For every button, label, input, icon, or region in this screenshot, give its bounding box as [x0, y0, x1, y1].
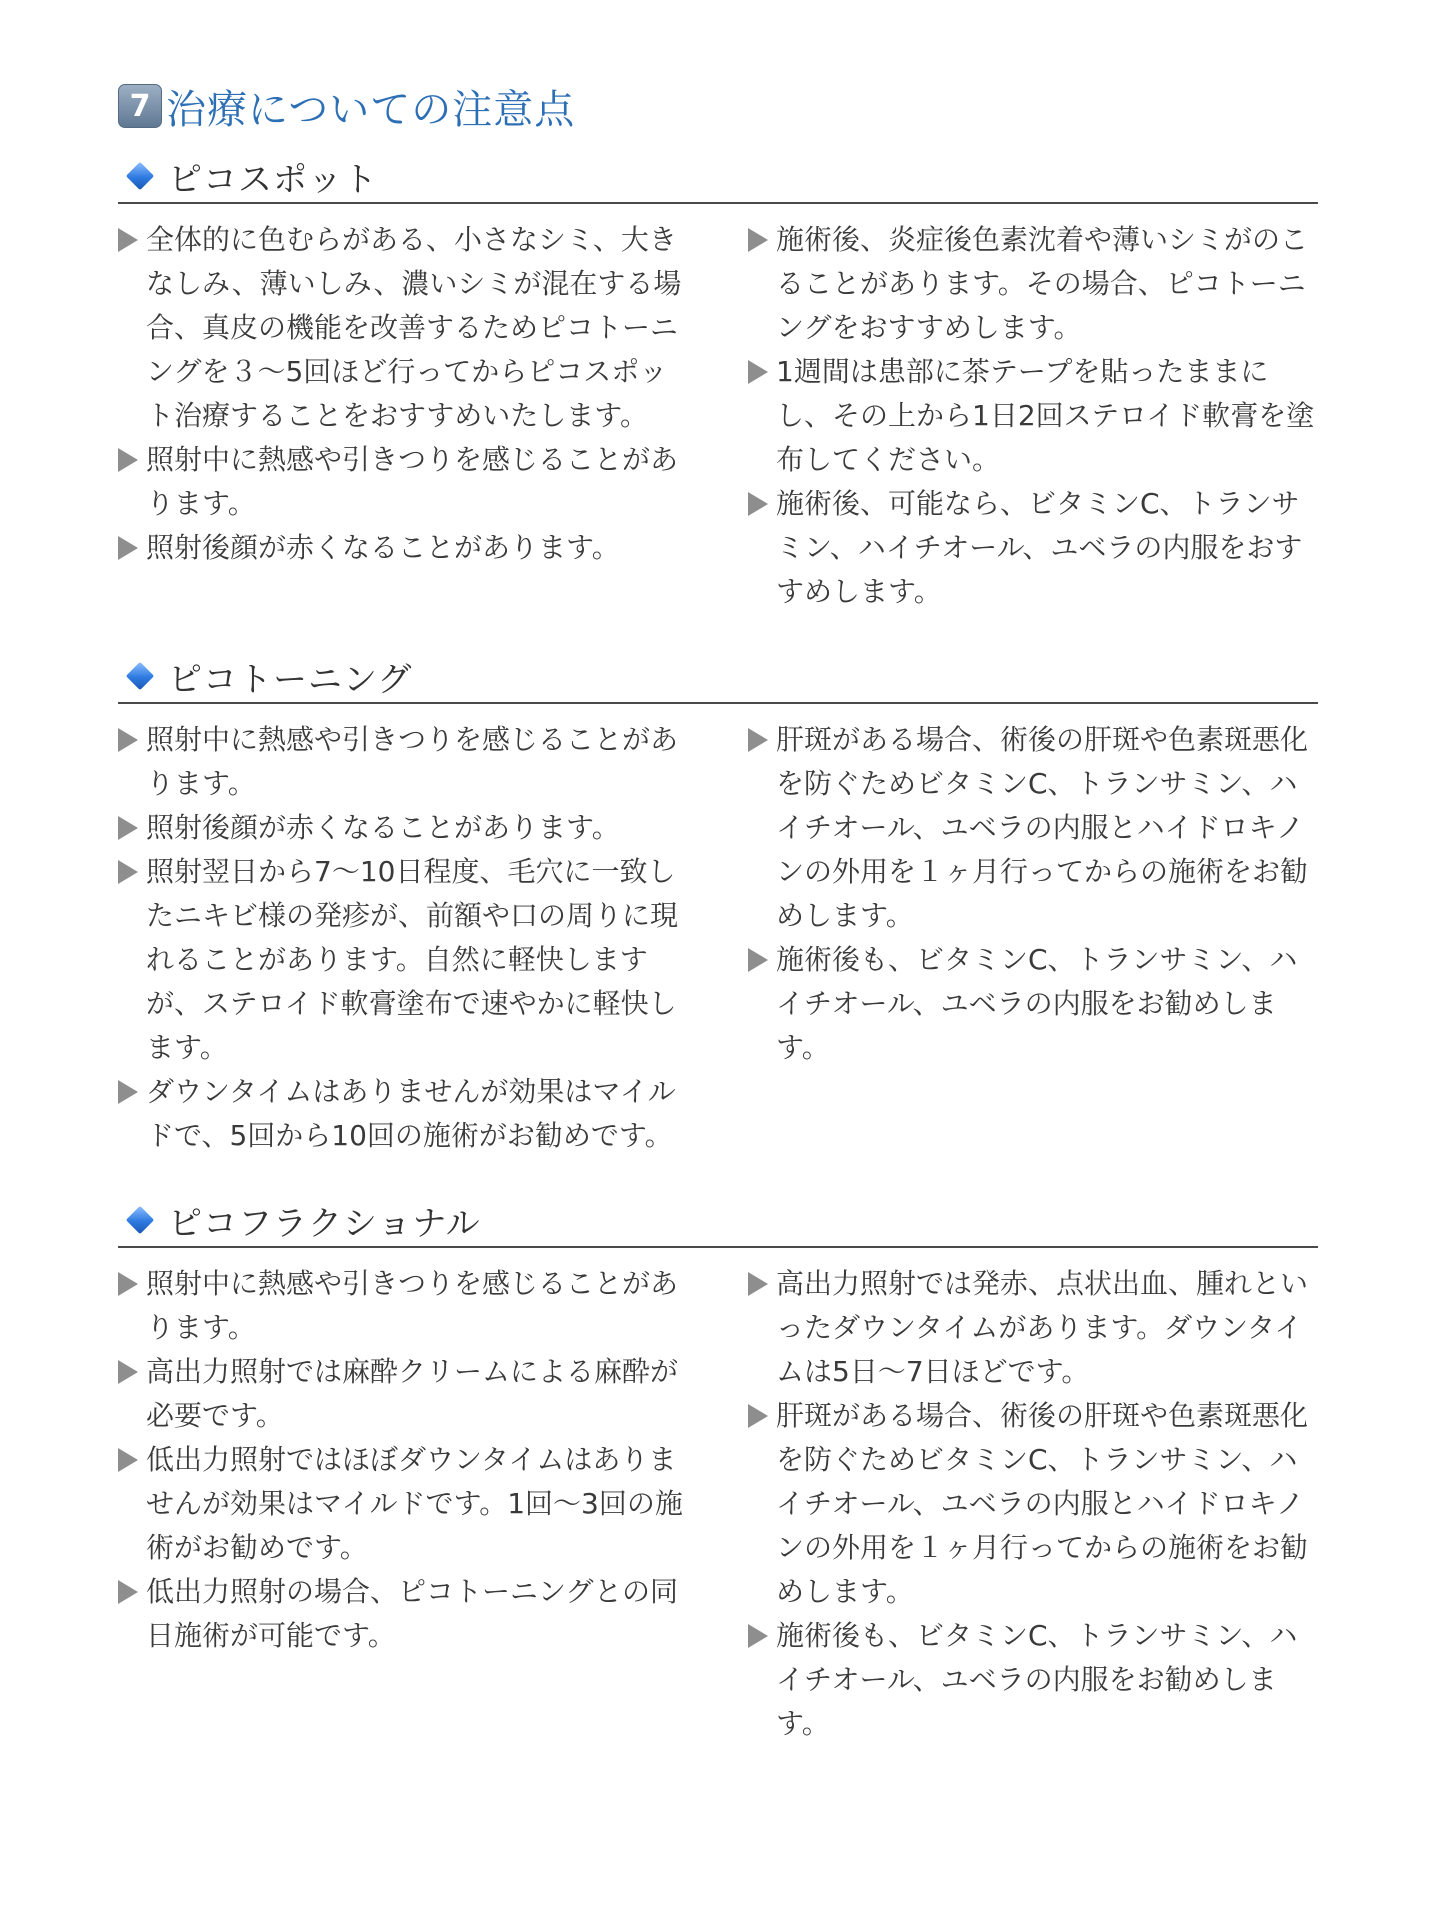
triangle-bullet-icon	[118, 526, 146, 570]
list-item	[118, 850, 688, 1070]
section-header	[118, 150, 1318, 204]
list-item-text: 照射後顔が赤くなることがあります。	[146, 531, 620, 564]
right-column	[748, 218, 1318, 614]
list-item	[748, 350, 1318, 482]
section-header	[118, 650, 1318, 704]
list-item	[118, 1262, 688, 1350]
triangle-bullet-icon	[748, 350, 776, 394]
list-item-text: 全体的に色むらがある、小さなシミ、大きなしみ、薄いしみ、濃いシミが混在する場合、真皮の機能を改善するためピコトーニングを３〜5回ほど行ってからピコスポット治療することをおすすめいたします。	[146, 223, 682, 432]
triangle-bullet-icon	[118, 1570, 146, 1614]
triangle-bullet-icon	[118, 1262, 146, 1306]
section-header	[118, 1194, 1318, 1248]
list-item	[118, 526, 688, 570]
triangle-bullet-icon	[118, 438, 146, 482]
triangle-bullet-icon	[748, 1394, 776, 1438]
list-item-text: 肝斑がある場合、術後の肝斑や色素斑悪化を防ぐためビタミンC、トランサミン、ハイチオール、ユベラの内服とハイドロキノンの外用を１ヶ月行ってからの施術をお勧めします。	[776, 1399, 1309, 1608]
triangle-bullet-icon	[748, 718, 776, 762]
list-item-text: 照射中に熱感や引きつりを感じることがあります。	[146, 723, 679, 800]
list-item-text: 照射中に熱感や引きつりを感じることがあります。	[146, 1267, 679, 1344]
triangle-bullet-icon	[118, 1438, 146, 1482]
section-columns	[118, 1262, 1318, 1746]
section-columns	[118, 718, 1318, 1158]
triangle-bullet-icon	[748, 218, 776, 262]
blue-diamond-icon	[126, 1206, 154, 1234]
list-item	[118, 438, 688, 526]
list-item	[118, 1350, 688, 1438]
list-item	[118, 718, 688, 806]
section-columns	[118, 218, 1318, 614]
triangle-bullet-icon	[748, 1614, 776, 1658]
number-badge: 7	[118, 84, 162, 128]
list-item-text: 施術後も、ビタミンC、トランサミン、ハイチオール、ユベラの内服をお勧めします。	[776, 943, 1298, 1064]
triangle-bullet-icon	[748, 482, 776, 526]
list-item-text: 肝斑がある場合、術後の肝斑や色素斑悪化を防ぐためビタミンC、トランサミン、ハイチオール、ユベラの内服とハイドロキノンの外用を１ヶ月行ってからの施術をお勧めします。	[776, 723, 1309, 932]
list-item-text: 低出力照射ではほぼダウンタイムはありませんが効果はマイルドです。1回〜3回の施術がお勧めです。	[146, 1443, 683, 1564]
triangle-bullet-icon	[118, 1070, 146, 1114]
list-item	[118, 1438, 688, 1570]
list-item	[748, 218, 1318, 350]
page-title	[118, 78, 1318, 134]
section	[118, 1194, 1318, 1746]
list-item	[748, 718, 1318, 938]
list-item-text: 低出力照射の場合、ピコトーニングとの同日施術が可能です。	[146, 1575, 679, 1652]
page	[118, 78, 1318, 1782]
section	[118, 150, 1318, 614]
list-item-text: 照射中に熱感や引きつりを感じることがあります。	[146, 443, 679, 520]
list-item-text: 1週間は患部に茶テープを貼ったままにし、その上から1日2回ステロイド軟膏を塗布してください。	[776, 355, 1315, 476]
list-item-text: 施術後も、ビタミンC、トランサミン、ハイチオール、ユベラの内服をお勧めします。	[776, 1619, 1298, 1740]
list-item	[748, 1614, 1318, 1746]
triangle-bullet-icon	[118, 718, 146, 762]
section-title: ピコスポット	[168, 159, 378, 200]
list-item	[748, 1262, 1318, 1394]
triangle-bullet-icon	[118, 850, 146, 894]
list-item-text: ダウンタイムはありませんが効果はマイルドで、5回から10回の施術がお勧めです。	[146, 1075, 676, 1152]
section-title: ピコフラクショナル	[168, 1203, 481, 1244]
triangle-bullet-icon	[118, 1350, 146, 1394]
left-column	[118, 1262, 688, 1746]
left-column	[118, 218, 688, 614]
list-item	[748, 1394, 1318, 1614]
list-item-text: 施術後、炎症後色素沈着や薄いシミがのこることがあります。その場合、ピコトーニングをおすすめします。	[776, 223, 1309, 344]
list-item-text: 施術後、可能なら、ビタミンC、トランサミン、ハイチオール、ユベラの内服をおすすめします。	[776, 487, 1303, 608]
list-item	[118, 1570, 688, 1658]
left-column	[118, 718, 688, 1158]
list-item	[748, 938, 1318, 1070]
triangle-bullet-icon	[118, 218, 146, 262]
list-item-text: 照射翌日から7〜10日程度、毛穴に一致したニキビ様の発疹が、前額や口の周りに現れることがあります。自然に軽快しますが、ステロイド軟膏塗布で速やかに軽快します。	[146, 855, 679, 1064]
right-column	[748, 1262, 1318, 1746]
section-title: ピコトーニング	[168, 659, 413, 700]
list-item-text: 高出力照射では麻酔クリームによる麻酔が必要です。	[146, 1355, 679, 1432]
right-column	[748, 718, 1318, 1158]
list-item-text: 照射後顔が赤くなることがあります。	[146, 811, 620, 844]
page-title-text: 治療についての注意点	[166, 86, 576, 133]
list-item	[748, 482, 1318, 614]
blue-diamond-icon	[126, 662, 154, 690]
list-item	[118, 1070, 688, 1158]
triangle-bullet-icon	[118, 806, 146, 850]
triangle-bullet-icon	[748, 1262, 776, 1306]
list-item	[118, 218, 688, 438]
list-item	[118, 806, 688, 850]
section	[118, 650, 1318, 1158]
sections-container	[118, 150, 1318, 1746]
blue-diamond-icon	[126, 162, 154, 190]
triangle-bullet-icon	[748, 938, 776, 982]
list-item-text: 高出力照射では発赤、点状出血、腫れといったダウンタイムがあります。ダウンタイムは5日〜7日ほどです。	[776, 1267, 1309, 1388]
